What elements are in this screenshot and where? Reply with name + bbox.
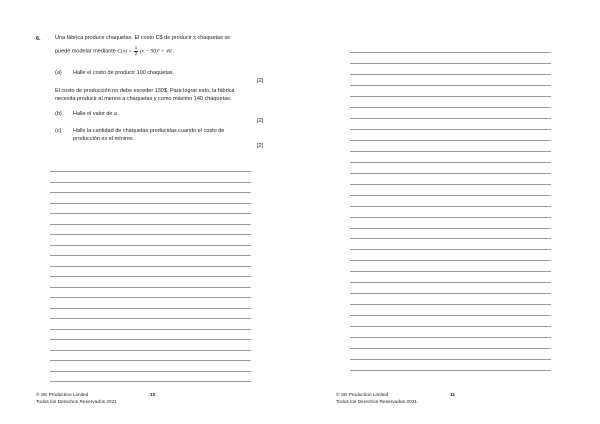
context-line2: necesita producir al menos a chaquetas y como máximo 140 chaquetas. [55, 96, 232, 102]
answer-line [350, 85, 551, 86]
answer-line [350, 359, 551, 360]
answer-line [350, 151, 551, 152]
answer-line [50, 192, 251, 193]
part-c-label: (c) [55, 128, 62, 134]
answer-line [350, 282, 551, 283]
answer-line [350, 326, 551, 327]
answer-line [350, 74, 551, 75]
answer-line [350, 315, 551, 316]
part-b-label: (b) [55, 111, 62, 117]
answer-line [50, 318, 251, 319]
footer [36, 393, 117, 406]
footer-copyright: © SE Production Limited [36, 393, 89, 398]
page-number: 11 [450, 393, 456, 398]
answer-line [350, 249, 551, 250]
part-c-text-line1: Halle la cantidad de chaquetas producidas cuando el costo de [73, 128, 225, 134]
answer-line [350, 195, 551, 196]
answer-line [350, 96, 551, 97]
answer-line [350, 271, 551, 272]
answer-line [50, 203, 251, 204]
answer-line [350, 52, 551, 53]
answer-line [350, 63, 551, 64]
answer-line [350, 129, 551, 130]
answer-line [50, 234, 251, 235]
question-number: 6. [36, 36, 41, 42]
part-a-marks: [2] [257, 78, 264, 84]
answer-line [350, 173, 551, 174]
answer-line [50, 182, 251, 183]
formula-lhs: C(x) = [117, 48, 133, 55]
answer-line [50, 381, 251, 382]
fraction-numerator: 1 [134, 45, 138, 50]
part-c-text-line2: producción es el mínimo. [73, 136, 135, 142]
right-page [300, 0, 600, 424]
intro-line2-text: puede modelar mediante [55, 48, 116, 55]
answer-line [50, 224, 251, 225]
formula-rhs: (x − 90)² + 40 . [139, 48, 175, 55]
part-a-label: (a) [55, 70, 62, 76]
answer-line [350, 140, 551, 141]
part-b-marks: [2] [257, 118, 264, 124]
answer-line [350, 260, 551, 261]
answer-line [350, 184, 551, 185]
answer-line [50, 297, 251, 298]
fraction-denominator: 2 [134, 50, 138, 56]
answer-line [350, 118, 551, 119]
answer-line [50, 308, 251, 309]
answer-line [50, 360, 251, 361]
answer-line [350, 348, 551, 349]
answer-line [50, 287, 251, 288]
context-line1: El costo de producción no debe exceder 130$. Para lograr esto, la fábrica [55, 88, 235, 94]
answer-line [350, 228, 551, 229]
answer-line [50, 329, 251, 330]
footer-rights: Todos los Derechos Reservados 2021 [336, 399, 418, 405]
answer-line [350, 217, 551, 218]
answer-line [50, 276, 251, 277]
formula-fraction [134, 46, 139, 56]
footer [336, 393, 417, 406]
footer-copyright: © SE Production Limited [336, 393, 389, 398]
answer-line [350, 304, 551, 305]
part-b-text: Halle el valor de a . [73, 111, 121, 117]
answer-line [350, 162, 551, 163]
answer-line [350, 293, 551, 294]
answer-line [50, 339, 251, 340]
answer-line [50, 171, 251, 172]
answer-line [350, 337, 551, 338]
answer-line [350, 107, 551, 108]
answer-line [50, 213, 251, 214]
question-intro-line1: Una fábrica produce chaquetas. El costo C$ de producir x chaquetas se [55, 35, 231, 41]
answer-line [50, 350, 251, 351]
part-c-marks: [2] [257, 143, 264, 149]
page-number: 10 [150, 393, 156, 398]
answer-line [50, 371, 251, 372]
answer-line [350, 206, 551, 207]
answer-line [50, 266, 251, 267]
footer-rights: Todos los Derechos Reservados 2021 [36, 399, 118, 405]
question-intro-line2 [55, 46, 174, 56]
answer-line [50, 255, 251, 256]
answer-line [50, 245, 251, 246]
answer-line [350, 370, 551, 371]
answer-line [350, 238, 551, 239]
part-a-text: Halle el costo de producir 100 chaquetas. [73, 70, 175, 76]
